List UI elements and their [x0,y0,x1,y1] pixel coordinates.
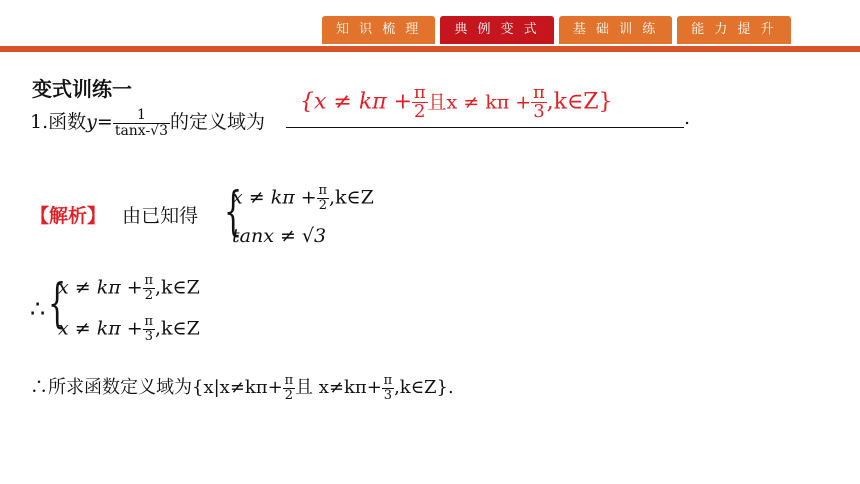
system2-line2: x ≠ kπ + $\frac{\pi}{3}$ ,k∈Z [58,314,200,344]
question-number: 1. [30,111,49,133]
question-end-period: . [684,107,691,129]
system1-line2: tanx ≠ √3 [232,225,327,247]
tab-knowledge[interactable]: 知 识 梳 理 [322,16,435,44]
question-fraction: $\frac{1}{\tan x-√3}$ [114,106,169,139]
system2-line1: x ≠ kπ + $\frac{\pi}{2}$ ,k∈Z [58,273,200,303]
analysis-intro-text: 由已知得 [122,205,199,227]
answer: {x ≠ kπ + $\frac{\pi}{2}$ 且x ≠ kπ + $\frac{\pi}{3}$ ,k∈Z} [300,82,613,122]
analysis-label: 【解析】 [30,205,107,227]
system1-brace: { [224,182,243,242]
question-y: y= [86,111,113,133]
section-title: 变式训练一 [32,77,132,101]
header-divider [0,46,860,52]
conclusion: ∴所求函数定义域为{x|x≠kπ+ $\frac{\pi}{2}$ 且 x≠kπ+ $\frac{\pi}{3}$ ,k∈Z}. [30,372,454,403]
analysis-intro [30,201,198,228]
tab-basic-training[interactable]: 基 础 训 练 [559,16,672,44]
therefore-symbol: ∴ [30,295,46,323]
answer-blank-line [286,127,684,128]
tab-examples[interactable]: 典 例 变 式 [440,16,553,44]
question-prefix: 函数 [48,111,87,133]
section-tabs [322,16,791,44]
system1-line1: x ≠ kπ + $\frac{\pi}{2}$ ,k∈Z [232,183,374,213]
tab-advanced[interactable]: 能 力 提 升 [677,16,790,44]
system2-brace: { [48,274,67,334]
question-suffix: 的定义域为 [170,111,266,133]
